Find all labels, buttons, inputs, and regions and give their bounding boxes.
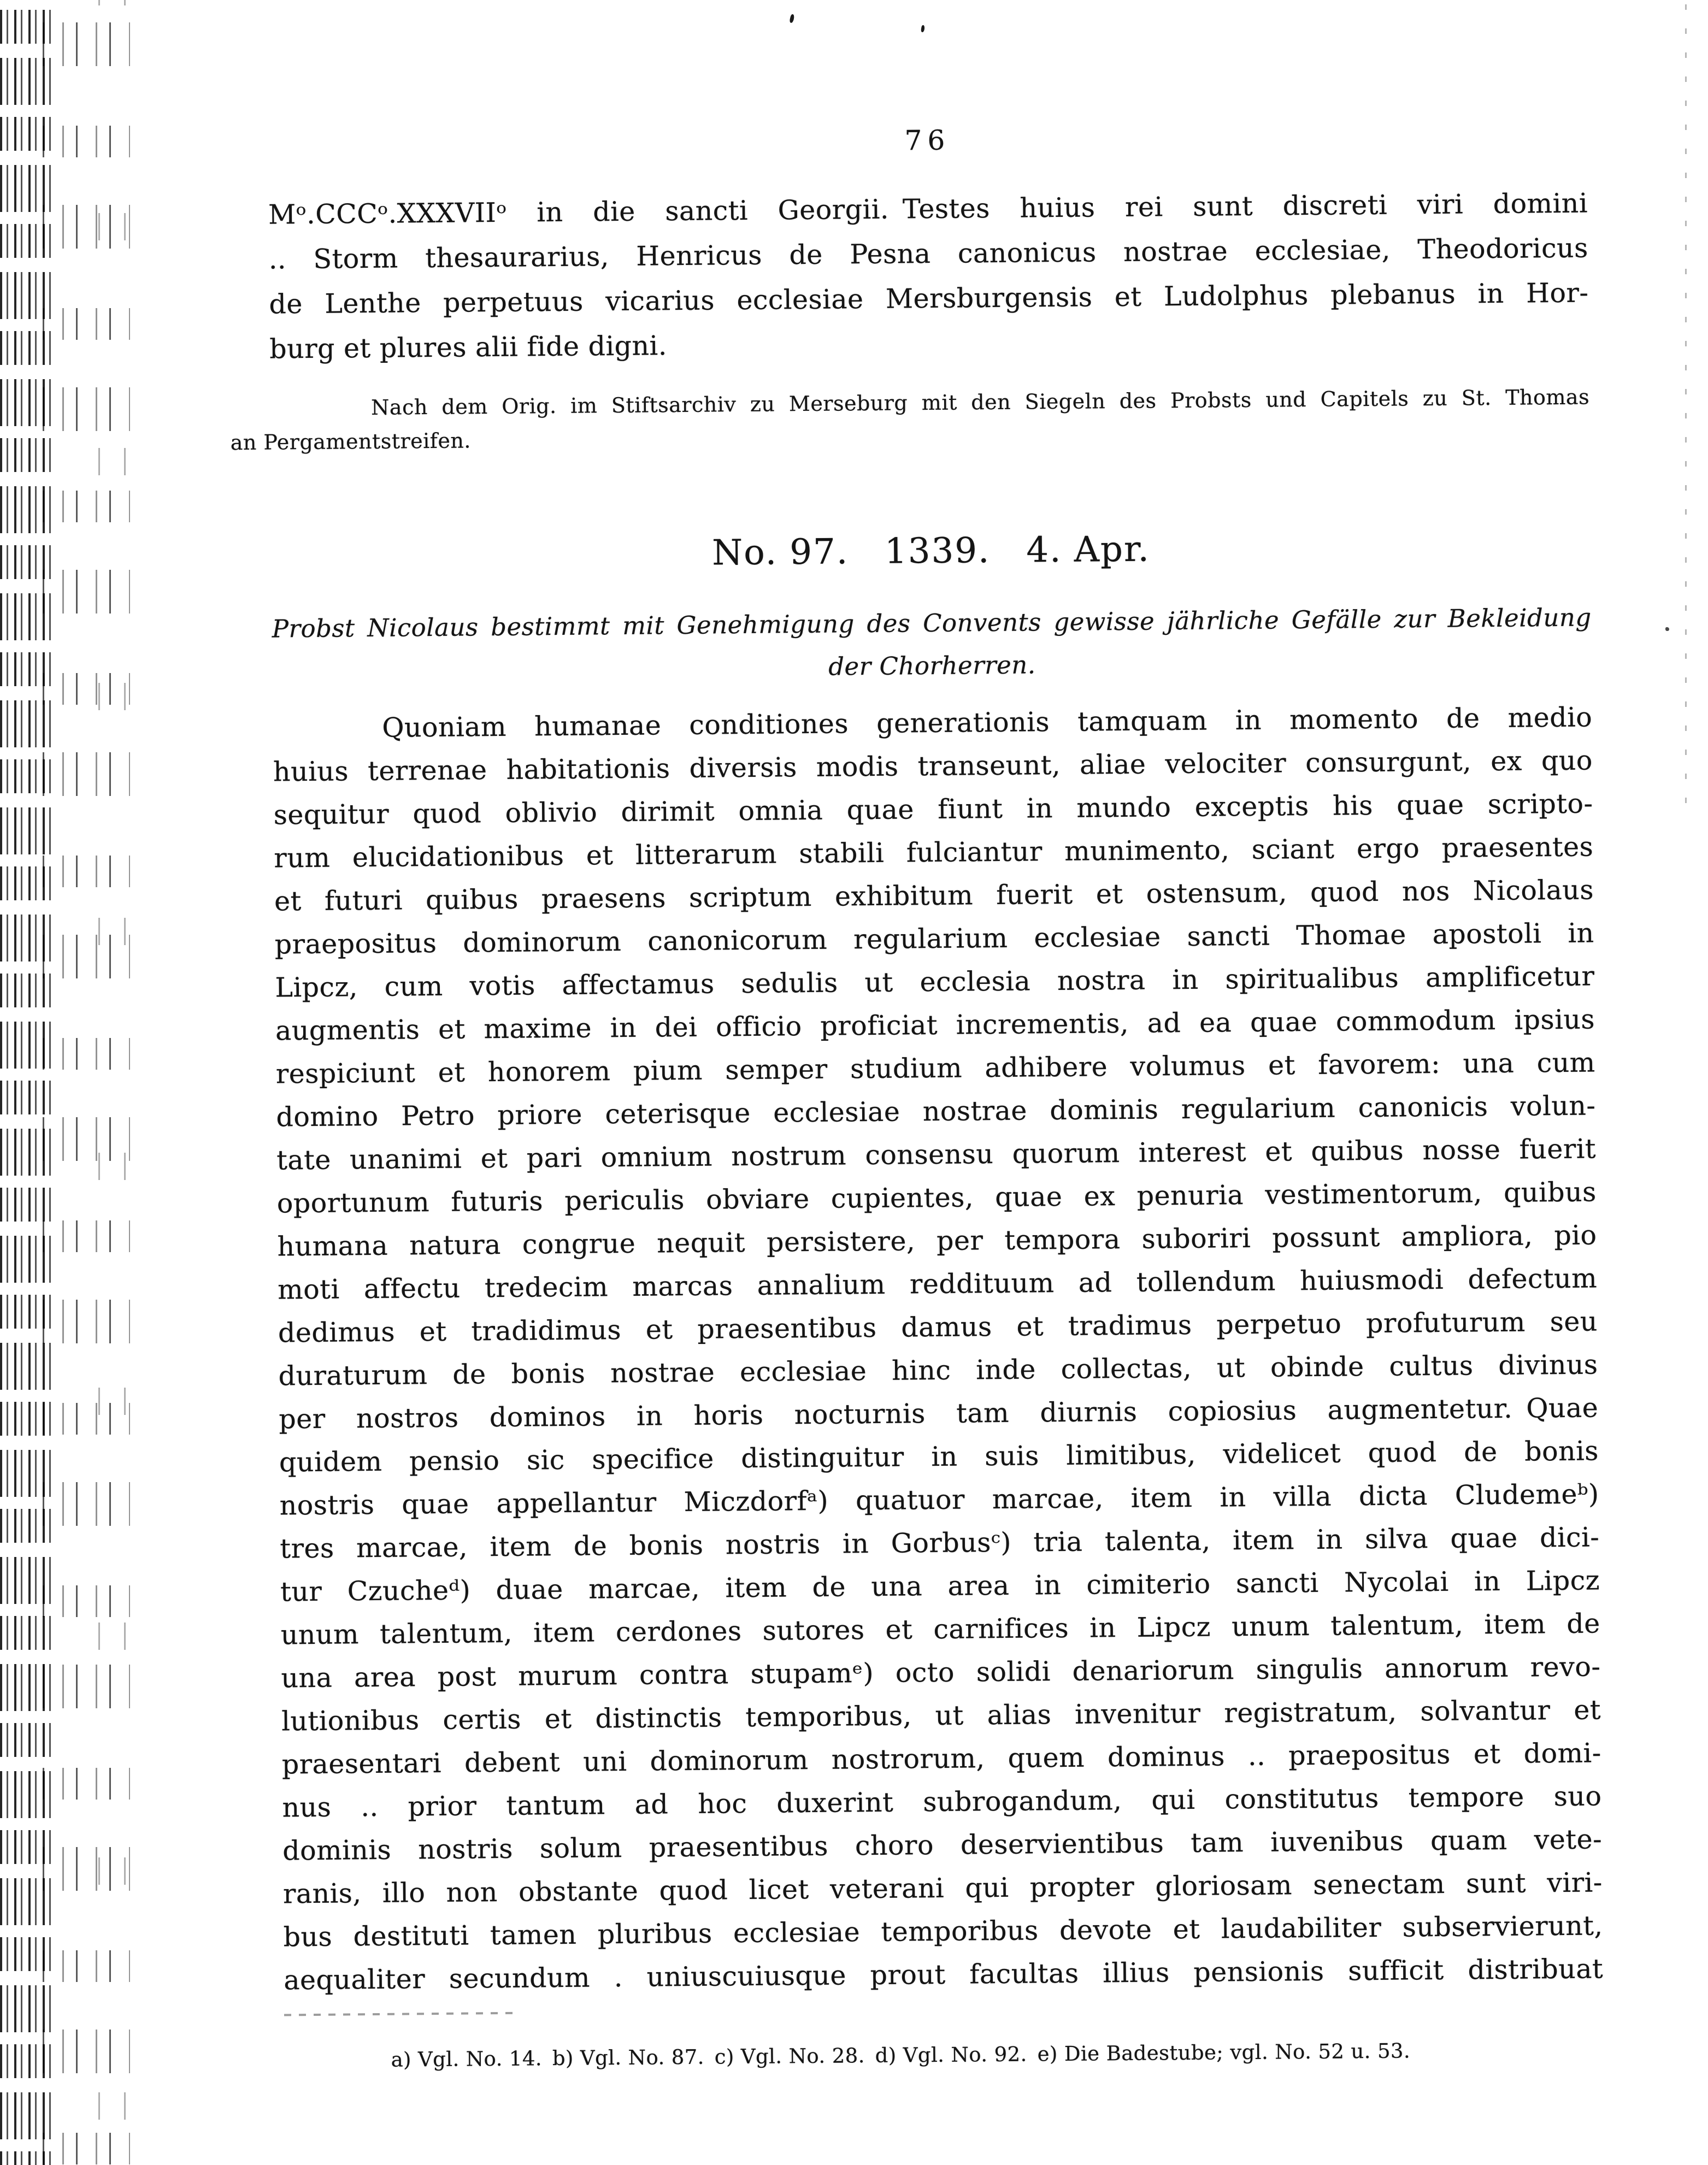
text-line: bus destituti tamen pluribus ecclesiae temporibus devote et laudabiliter subservierunt, <box>283 1910 1603 1953</box>
text-line: de Lenthe perpetuus vicarius ecclesiae Mersburgensis et Ludolphus plebanus in Hor- <box>269 277 1589 320</box>
text-line: .. Storm thesaurarius, Henricus de Pesna canonicus nostrae ecclesiae, Theodoricus <box>268 232 1588 275</box>
text-line: ranis, illo non obstante quod licet veterani qui propter gloriosam senectam sunt viri- <box>282 1867 1603 1910</box>
text-line: an Pergamentstreifen. <box>230 428 472 455</box>
text-line: nus .. prior tantum ad hoc duxerint subrogandum, qui constitutus tempore suo <box>282 1780 1602 1824</box>
text-line: dominis nostris solum praesentibus choro deservientibus tam iuvenibus quam vete- <box>282 1824 1603 1867</box>
page-number: 76 <box>904 124 951 157</box>
footnote: a) Vgl. No. 14. b) Vgl. No. 87. c) Vgl. No. 28. d) Vgl. No. 92. e) Die Badestube; vgl. No. 52 u. 53. <box>391 2039 1411 2072</box>
previous-entry-body <box>268 181 1589 372</box>
text-line: rum elucidationibus et litterarum stabili fulciantur munimento, sciant ergo praesentes <box>274 831 1594 874</box>
text-line: Lipcz, cum votis affectamus sedulis ut ecclesia nostra in spiritualibus amplificetur <box>275 960 1595 1004</box>
source-note <box>230 380 1590 460</box>
text-line: oportunum futuris periculis obviare cupientes, quae ex penuria vestimentorum, quibus <box>276 1176 1597 1219</box>
text-line: domino Petro priore ceterisque ecclesiae nostrae dominis regularium canonicis volun- <box>276 1090 1596 1133</box>
text-line: nostris quae appellantur Miczdorfᵃ) quatuor marcae, item in villa dicta Cludemeᵇ) <box>279 1478 1599 1521</box>
text-line: respiciunt et honorem pium semper studium adhibere volumus et favorem: una cum <box>275 1047 1595 1090</box>
text-line: dedimus et tradidimus et praesentibus damus et tradimus perpetuo profuturum seu <box>278 1306 1598 1349</box>
text-line: moti affectu tredecim marcas annalium reddituum ad tollendum huiusmodi defectum <box>278 1263 1598 1306</box>
text-line: tur Czucheᵈ) duae marcae, item de una area in cimiterio sancti Nycolai in Lipcz <box>280 1565 1600 1608</box>
text-line: humana natura congrue nequit persistere, per tempora suboriri possunt ampliora, pio <box>277 1219 1597 1263</box>
text-line: praepositus dominorum canonicorum regularium ecclesiae sancti Thomae apostoli in <box>274 917 1594 960</box>
text-line: Probst Nicolaus bestimmt mit Genehmigung des Convents gewisse jährliche Gefälle zur Bekleidung <box>272 603 1592 644</box>
text-line: aequaliter secundum . uniuscuiusque prout facultas illius pensionis sufficit distribuat <box>284 1953 1604 1996</box>
text-line: lutionibus certis et distinctis temporibus, ut alias invenitur registratum, solvantur et <box>281 1694 1601 1737</box>
text-line: burg et plures alii fide digni. <box>269 330 668 365</box>
text-line: sequitur quod oblivio dirimit omnia quae fiunt in mundo exceptis his quae scripto- <box>273 788 1593 831</box>
text-line: per nostros dominos in horis nocturnis tam diurnis copiosius augmentetur. Quae <box>279 1392 1599 1435</box>
text-line: Quoniam humanae conditiones generationis tamquam in momento de medio <box>382 701 1593 744</box>
text-line: tres marcae, item de bonis nostris in Gorbusᶜ) tria talenta, item in silva quae dici- <box>280 1521 1600 1565</box>
text-line: augmentis et maxime in dei officio proficiat incrementis, ad ea quae commodum ipsius <box>275 1004 1595 1047</box>
entry-heading: No. 97. 1339. 4. Apr. <box>711 529 1151 574</box>
text-line: unum talentum, item cerdones sutores et carnifices in Lipcz unum talentum, item de <box>280 1608 1600 1651</box>
entry-regest <box>272 596 1592 693</box>
text-line: una area post murum contra stupamᵉ) octo solidi denariorum singulis annorum revo- <box>281 1651 1601 1694</box>
footnote-separator <box>284 2012 520 2016</box>
text-line: der Chorherren. <box>828 650 1036 681</box>
text-line: tate unanimi et pari omnium nostrum consensu quorum interest et quibus nosse fuerit <box>276 1133 1597 1176</box>
text-line: praesentari debent uni dominorum nostrorum, quem dominus .. praepositus et domi- <box>281 1737 1602 1780</box>
entry-body <box>273 695 1604 2002</box>
text-line: huius terrenae habitationis diversis modis transeunt, aliae velociter consurgunt, ex quo <box>273 745 1593 788</box>
text-line: quidem pensio sic specifice distinguitur in suis limitibus, videlicet quod de bonis <box>279 1435 1599 1478</box>
text-line: Mᵒ.CCCᵒ.XXXVIIᵒ in die sancti Georgii. Testes huius rei sunt discreti viri domini <box>268 187 1588 231</box>
text-line: duraturum de bonis nostrae ecclesiae hinc inde collectas, ut obinde cultus divinus <box>278 1349 1598 1392</box>
text-line: et futuri quibus praesens scriptum exhibitum fuerit et ostensum, quod nos Nicolaus <box>274 874 1594 917</box>
text-line: Nach dem Orig. im Stiftsarchiv zu Merseburg mit den Siegeln des Probsts und Capitels zu St. Thomas <box>370 385 1590 420</box>
